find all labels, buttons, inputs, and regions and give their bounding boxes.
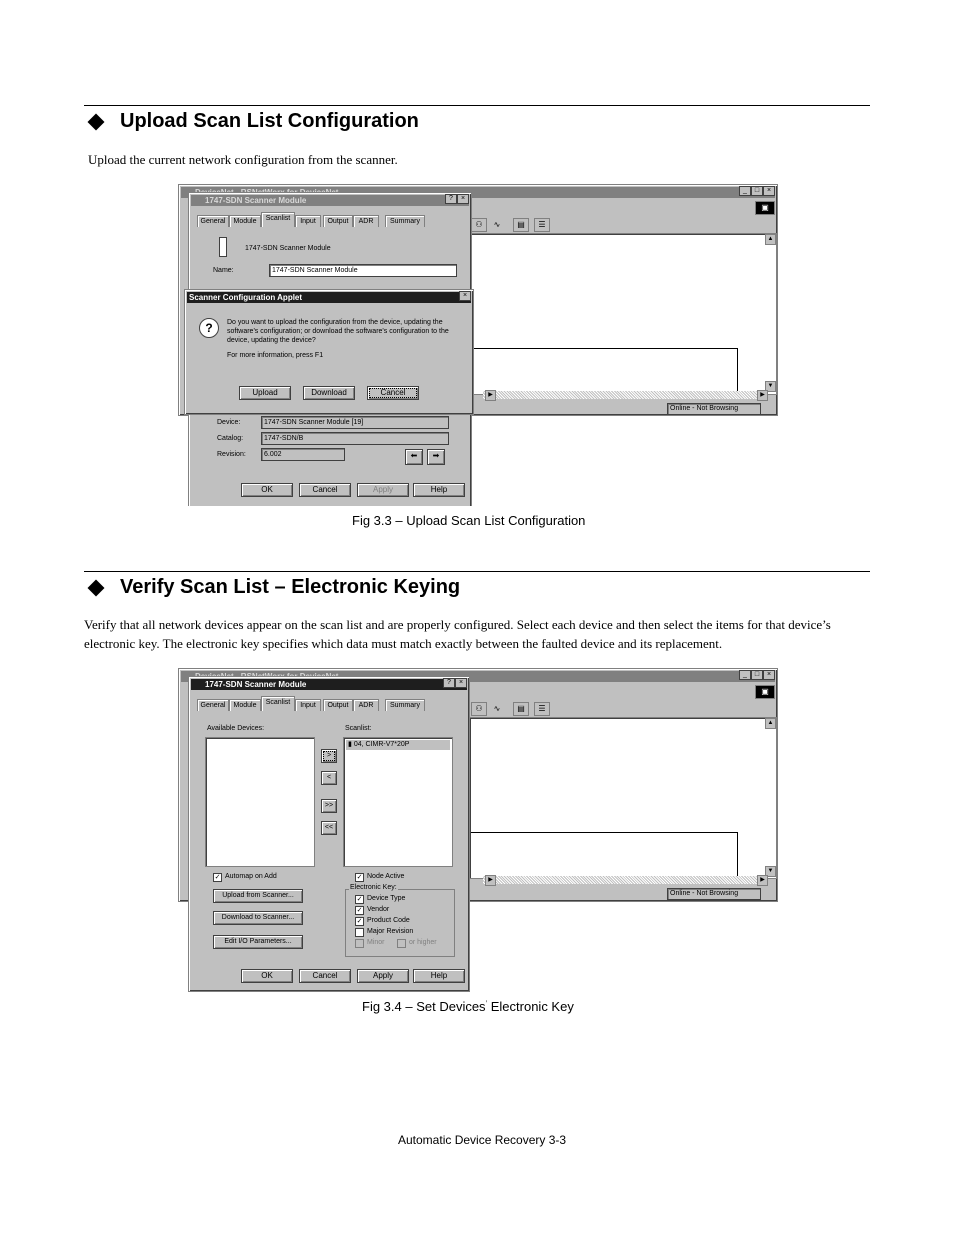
table-icon[interactable]: ▤ xyxy=(513,218,529,232)
status-bar-online: Online - Not Browsing xyxy=(667,403,761,415)
scanlist-item-label: 04, CIMR-V7*20P xyxy=(353,741,410,748)
section1-rule xyxy=(84,105,870,106)
applet-titlebar: Scanner Configuration Applet xyxy=(187,292,471,303)
tab-summary[interactable]: Summary xyxy=(385,699,425,711)
minor-revision-checkbox[interactable] xyxy=(355,939,364,948)
diamond-bullet-icon xyxy=(88,579,105,596)
section2-heading: Verify Scan List – Electronic Keying xyxy=(120,576,461,598)
scanner-config-applet-dialog xyxy=(184,289,474,415)
figure-3-4-caption xyxy=(362,999,574,1014)
electronic-key-label: Electronic Key: xyxy=(350,884,397,891)
automap-label: Automap on Add xyxy=(225,873,277,880)
maximize-icon[interactable]: □ xyxy=(751,186,763,196)
add-all-button[interactable]: >> xyxy=(321,799,337,813)
device-type-label: Device Type xyxy=(367,895,406,902)
scroll-left-icon[interactable]: ▶ xyxy=(757,390,768,401)
help-button[interactable]: Help xyxy=(413,483,465,497)
waveform-icon[interactable]: ∿ xyxy=(489,702,505,716)
tab-strip xyxy=(197,215,461,229)
minor-revision-label: Minor xyxy=(367,939,385,946)
tab-output[interactable]: Output xyxy=(323,699,353,711)
scroll-up-icon[interactable]: ▲ xyxy=(765,234,776,245)
available-devices-list[interactable] xyxy=(205,737,315,867)
device-icon: ▮ xyxy=(348,741,352,748)
device-type-checkbox[interactable]: ✓ xyxy=(356,896,363,903)
or-higher-checkbox[interactable] xyxy=(397,939,406,948)
remove-all-button[interactable]: << xyxy=(321,821,337,835)
tab-module[interactable]: Module xyxy=(229,699,261,711)
horizontal-scrollbar[interactable] xyxy=(483,876,759,884)
minimize-icon[interactable]: _ xyxy=(739,186,751,196)
vendor-checkbox[interactable]: ✓ xyxy=(356,907,363,914)
close-icon[interactable]: × xyxy=(763,670,775,680)
scroll-left-icon[interactable]: ▶ xyxy=(757,875,768,886)
tab-input[interactable]: Input xyxy=(295,215,321,227)
cancel-button[interactable]: Cancel xyxy=(299,483,351,497)
table-icon[interactable]: ▤ xyxy=(513,702,529,716)
name-label: Name: xyxy=(213,267,234,274)
section1-text: Upload the current network configuration from the scanner. xyxy=(88,152,398,167)
tab-general[interactable]: General xyxy=(197,215,229,227)
revision-field: 6.002 xyxy=(261,448,345,461)
scroll-right-icon[interactable]: ▶ xyxy=(485,875,496,886)
applet-message: Do you want to upload the configuration from the device, updating the software's configuration; or download the software's configuration to the device, updating the device? xyxy=(227,319,449,344)
edit-list-icon[interactable]: ☰ xyxy=(534,218,550,232)
device-label: Device: xyxy=(217,419,241,426)
ok-button[interactable]: OK xyxy=(241,483,293,497)
tab-input[interactable]: Input xyxy=(295,699,321,711)
screenshot-electronic-key xyxy=(178,668,778,992)
close-icon[interactable]: × xyxy=(763,186,775,196)
tab-adr[interactable]: ADR xyxy=(353,215,379,227)
name-field[interactable]: 1747-SDN Scanner Module xyxy=(269,264,457,277)
tab-summary[interactable]: Summary xyxy=(385,215,425,227)
catalog-field: 1747-SDN/B xyxy=(261,432,449,445)
help-icon[interactable]: ? xyxy=(443,678,455,688)
edit-io-parameters-button[interactable]: Edit I/O Parameters... xyxy=(213,935,303,949)
available-devices-label: Available Devices: xyxy=(207,725,265,732)
network-tool-icon[interactable]: ⚇ xyxy=(471,702,487,716)
figure-3-3-caption: Fig 3.3 – Upload Scan List Configuration xyxy=(352,513,586,528)
tab-scanlist[interactable]: Scanlist xyxy=(261,696,295,711)
node-active-label: Node Active xyxy=(367,873,405,880)
scanlist-item[interactable] xyxy=(346,740,450,750)
status-bar-online: Online - Not Browsing xyxy=(667,888,761,900)
applet-cancel-button[interactable]: Cancel xyxy=(367,386,419,400)
scanner-dialog-titlebar: 1747-SDN Scanner Module xyxy=(191,195,469,206)
close-icon[interactable]: × xyxy=(455,678,467,688)
upload-button[interactable]: Upload xyxy=(239,386,291,400)
scroll-up-icon[interactable]: ▲ xyxy=(765,718,776,729)
question-icon: ? xyxy=(199,318,219,338)
screenshot-upload-scanlist xyxy=(178,184,778,506)
maximize-icon[interactable]: □ xyxy=(751,670,763,680)
arrow-left-icon[interactable]: ⬅ xyxy=(405,449,423,465)
section2-heading-row xyxy=(84,576,460,599)
applet-more-info: For more information, press F1 xyxy=(227,352,324,359)
module-name-label: 1747-SDN Scanner Module xyxy=(245,245,331,252)
catalog-label: Catalog: xyxy=(217,435,244,442)
vendor-label: Vendor xyxy=(367,906,390,913)
scanner-dialog-titlebar: 1747-SDN Scanner Module xyxy=(191,679,467,690)
waveform-icon[interactable]: ∿ xyxy=(489,218,505,232)
close-icon[interactable]: × xyxy=(459,291,471,301)
scanlist-list[interactable] xyxy=(343,737,453,867)
help-button[interactable]: Help xyxy=(413,969,465,983)
ok-button[interactable]: OK xyxy=(241,969,293,983)
scanlist-label: Scanlist: xyxy=(345,725,372,732)
horizontal-scrollbar[interactable] xyxy=(483,391,759,399)
network-tool-icon[interactable]: ⚇ xyxy=(471,218,487,232)
node-active-checkbox[interactable]: ✓ xyxy=(356,874,363,881)
page-footer: Automatic Device Recovery 3-3 xyxy=(398,1133,567,1147)
caption-tail: Electronic Key xyxy=(487,999,574,1014)
scroll-down-icon[interactable]: ▼ xyxy=(765,866,776,877)
scanner-device-icon xyxy=(219,237,227,257)
section1-heading-row xyxy=(84,110,419,133)
help-icon[interactable]: ? xyxy=(445,194,457,204)
network-trunk-line xyxy=(471,348,738,393)
scroll-right-icon[interactable]: ▶ xyxy=(485,390,496,401)
arrow-right-icon[interactable]: ➡ xyxy=(427,449,445,465)
download-button[interactable]: Download xyxy=(303,386,355,400)
tab-output[interactable]: Output xyxy=(323,215,353,227)
tab-adr[interactable]: ADR xyxy=(353,699,379,711)
tab-strip xyxy=(197,699,461,713)
cancel-button[interactable]: Cancel xyxy=(299,969,351,983)
caption-mark: ’ xyxy=(485,1000,488,1008)
remove-device-button[interactable]: < xyxy=(321,771,337,785)
tab-scanlist[interactable]: Scanlist xyxy=(261,212,295,227)
product-code-label: Product Code xyxy=(367,917,410,924)
caption-main: Fig 3.4 – Set Devices xyxy=(362,999,486,1014)
apply-button[interactable]: Apply xyxy=(357,483,409,497)
section1-heading: Upload Scan List Configuration xyxy=(120,110,419,132)
device-field: 1747-SDN Scanner Module [19] xyxy=(261,416,449,429)
minimize-icon[interactable]: _ xyxy=(739,670,751,680)
download-to-scanner-button[interactable]: Download to Scanner... xyxy=(213,911,303,925)
network-icon[interactable]: ▣ xyxy=(755,685,775,699)
network-trunk-line xyxy=(471,832,738,877)
tab-module[interactable]: Module xyxy=(229,215,261,227)
upload-from-scanner-button[interactable]: Upload from Scanner... xyxy=(213,889,303,903)
section2-text: Verify that all network devices appear on the scan list and are properly configured. Select each device and then select the items for that device’s electronic key. The electronic key specifies which data must match exactly between the faulted device and its replacement. xyxy=(84,617,831,651)
apply-button[interactable]: Apply xyxy=(357,969,409,983)
automap-checkbox[interactable]: ✓ xyxy=(214,874,221,881)
scroll-down-icon[interactable]: ▼ xyxy=(765,381,776,392)
diamond-bullet-icon xyxy=(88,113,105,130)
major-revision-checkbox[interactable] xyxy=(355,928,364,937)
add-device-button[interactable]: > xyxy=(321,749,337,763)
or-higher-label: or higher xyxy=(409,939,437,946)
scanner-module-dialog xyxy=(188,676,470,992)
product-code-checkbox[interactable]: ✓ xyxy=(356,918,363,925)
edit-list-icon[interactable]: ☰ xyxy=(534,702,550,716)
section2-rule xyxy=(84,571,870,572)
network-icon[interactable]: ▣ xyxy=(755,201,775,215)
revision-label: Revision: xyxy=(217,451,246,458)
major-revision-label: Major Revision xyxy=(367,928,414,935)
close-icon[interactable]: × xyxy=(457,194,469,204)
tab-general[interactable]: General xyxy=(197,699,229,711)
